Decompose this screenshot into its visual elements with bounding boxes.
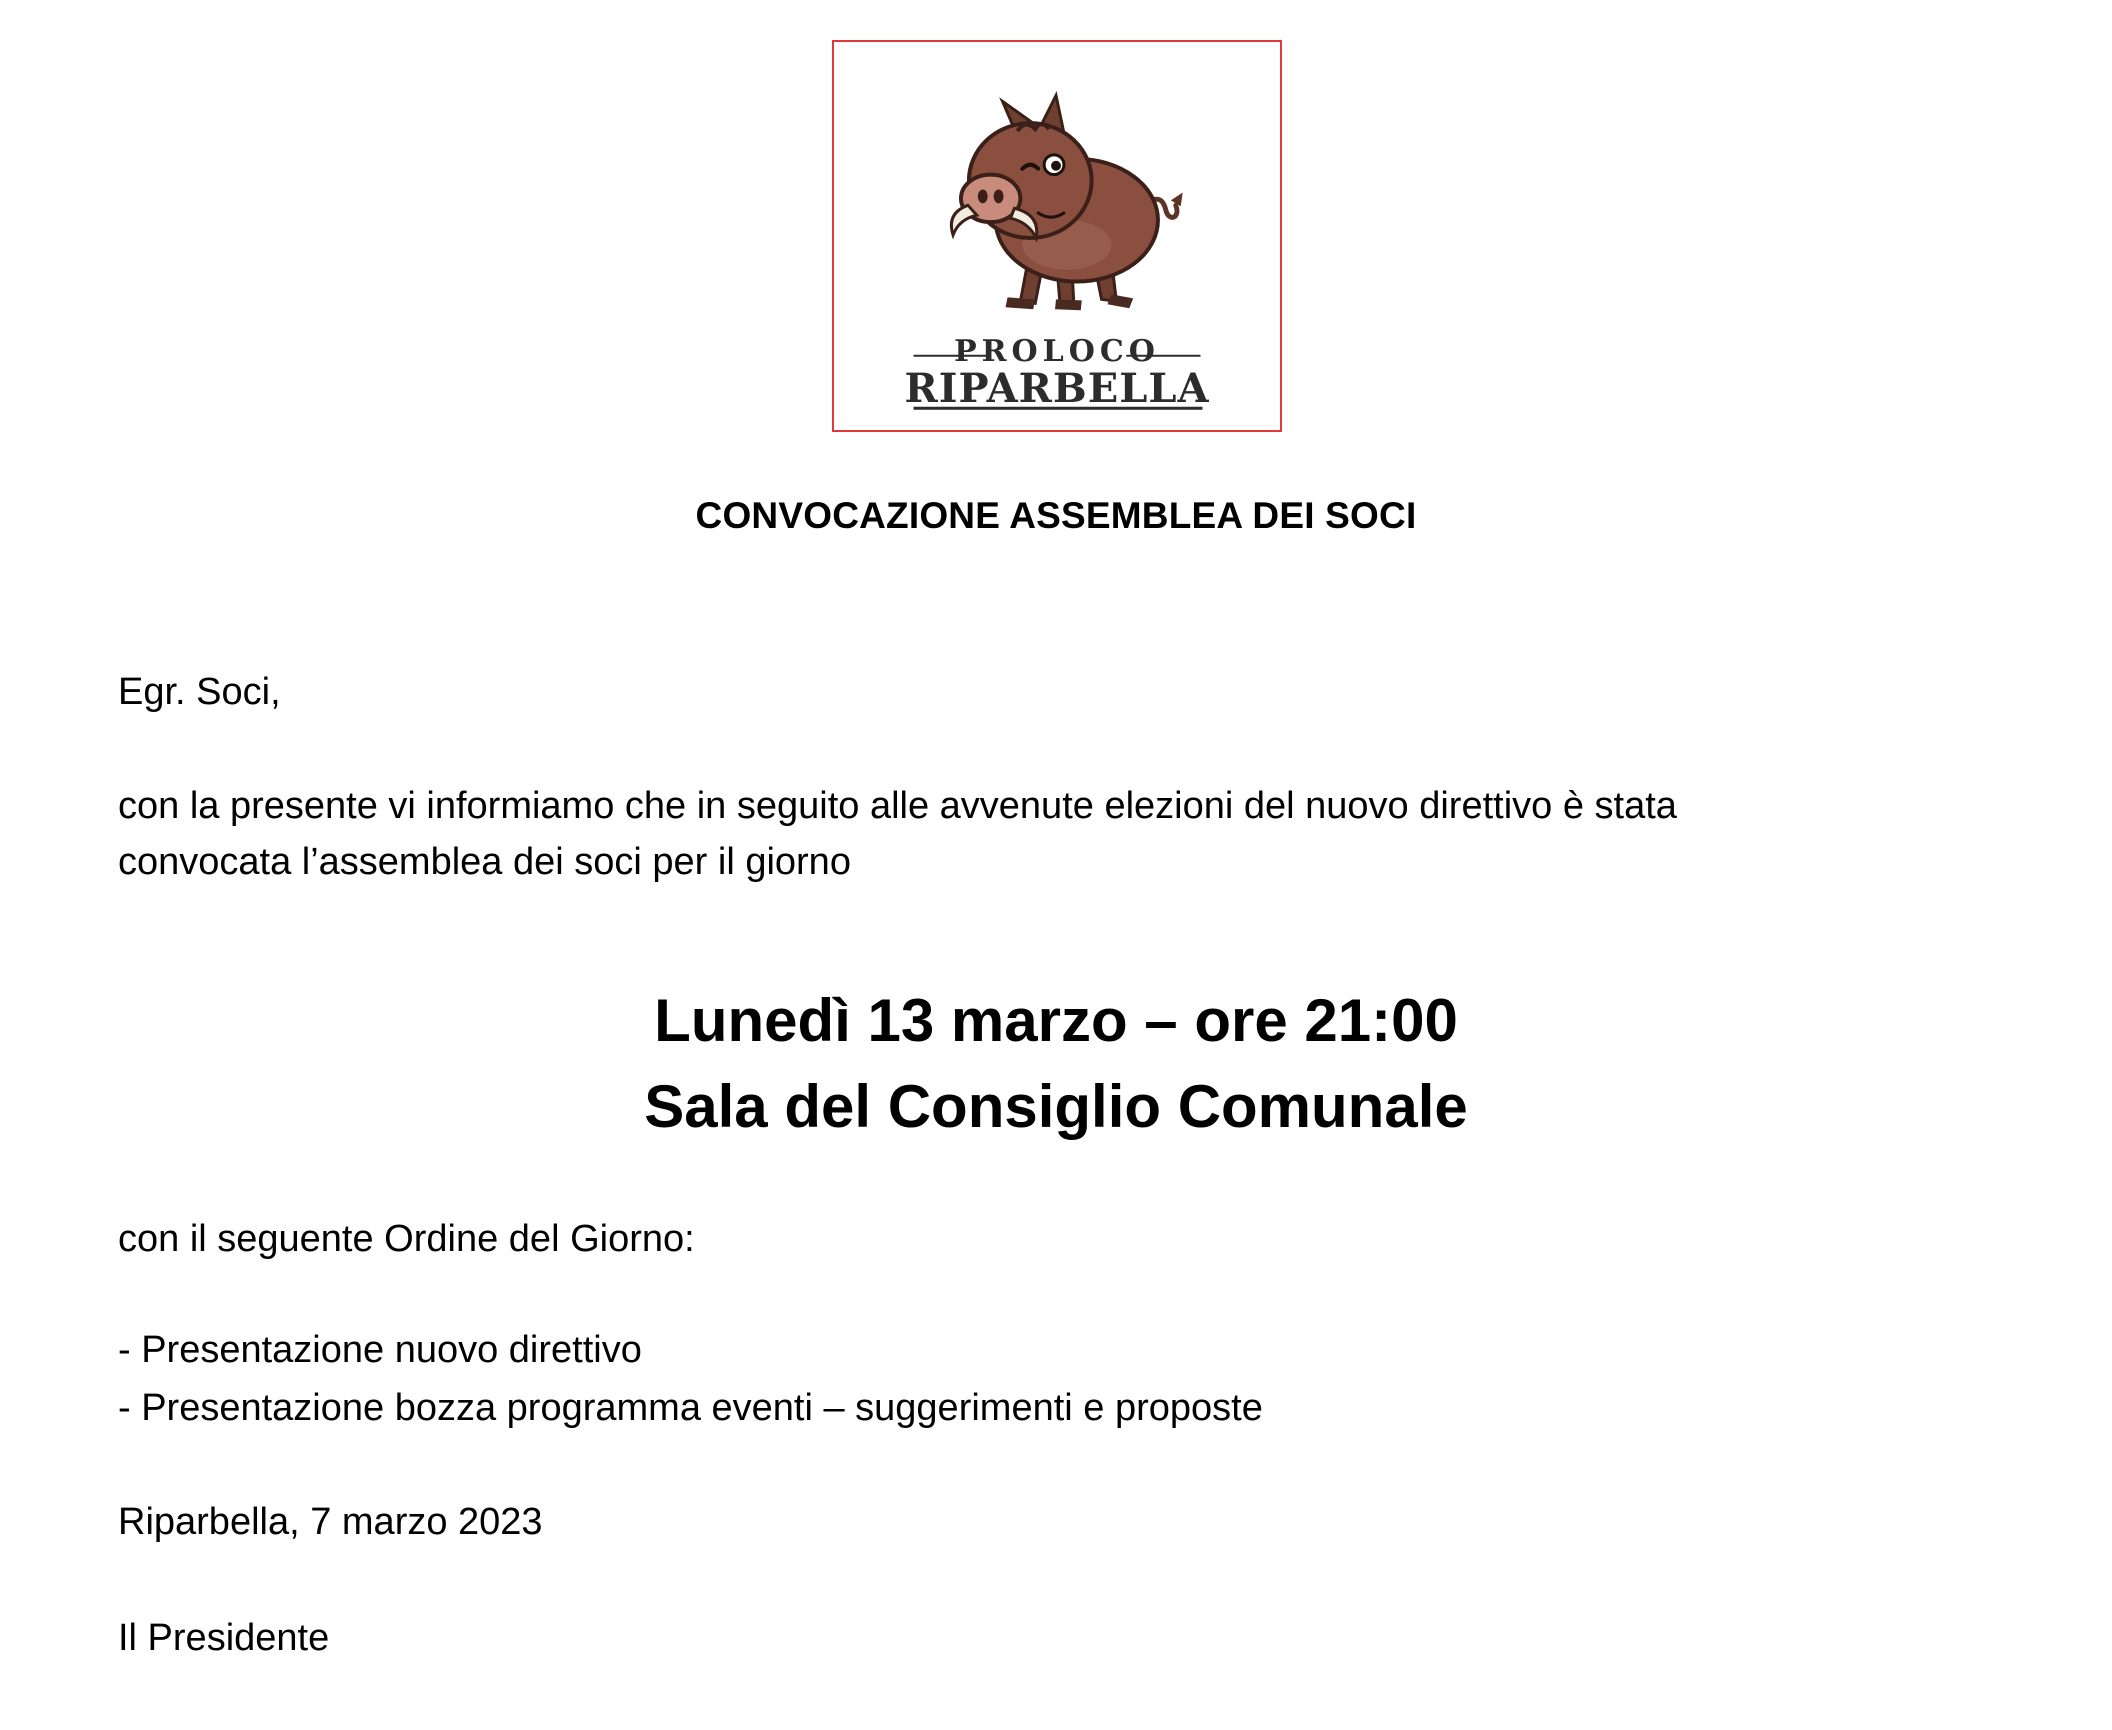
event-place: Sala del Consiglio Comunale <box>644 1073 1468 1140</box>
place-date: Riparbella, 7 marzo 2023 <box>118 1501 543 1543</box>
page-title: CONVOCAZIONE ASSEMBLEA DEI SOCI <box>695 495 1417 536</box>
logo <box>832 40 1282 432</box>
agenda-item: - Presentazione nuovo direttivo <box>118 1329 642 1371</box>
salutation: Egr. Soci, <box>118 671 281 713</box>
event-datetime: Lunedì 13 marzo – ore 21:00 <box>654 987 1458 1054</box>
intro-line-1: con la presente vi informiamo che in seguito alle avvenute elezioni del nuovo direttivo è stata <box>118 785 1677 827</box>
intro-line-2: convocata l’assemblea dei soci per il giorno <box>118 841 851 883</box>
logo-wordmark-main: RIPARBELLA <box>904 365 1210 412</box>
logo-wordmark-top: PROLOCO <box>954 334 1160 369</box>
agenda-intro: con il seguente Ordine del Giorno: <box>118 1218 695 1260</box>
signature: Il Presidente <box>118 1617 330 1659</box>
agenda-item: - Presentazione bozza programma eventi – suggerimenti e proposte <box>118 1387 1263 1429</box>
